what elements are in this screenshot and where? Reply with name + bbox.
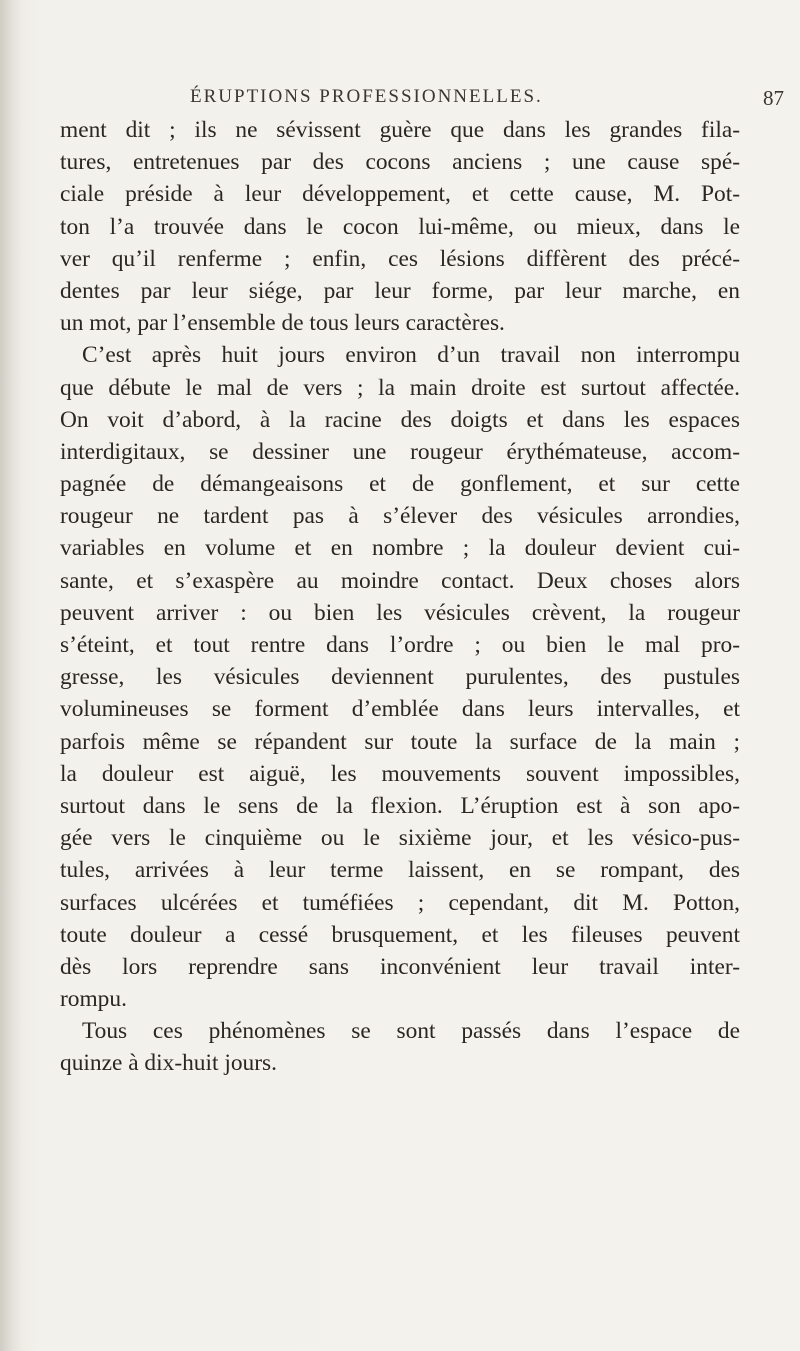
text-line: C’est après huit jours environ d’un travail non interrompu [82, 342, 740, 369]
text-line: la douleur est aiguë, les mouvements souvent impossibles, [60, 760, 740, 787]
text-line: tures, entretenues par des cocons anciens ; une cause spé- [60, 149, 740, 176]
paragraph-3 [60, 1015, 740, 1079]
text-line: ton l’a trouvée dans le cocon lui-même, ou mieux, dans le [60, 213, 740, 240]
text-line: variables en volume et en nombre ; la douleur devient cui- [60, 535, 740, 562]
text-line: ver qu’il renferme ; enfin, ces lésions diffèrent des précé- [60, 245, 740, 272]
text-line: que débute le mal de vers ; la main droite est surtout affectée. [60, 374, 740, 401]
running-header-title: ÉRUPTIONS PROFESSIONNELLES. [190, 86, 543, 107]
text-line: dentes par leur siége, par leur forme, par leur marche, en [60, 277, 740, 304]
text-line: toute douleur a cessé brusquement, et les fileuses peuvent [60, 921, 740, 948]
page-gutter-shadow [0, 0, 22, 1351]
text-line: surtout dans le sens de la flexion. L’éruption est à son apo- [60, 792, 740, 819]
text-line: parfois même se répandent sur toute la surface de la main ; [60, 728, 740, 755]
text-line: un mot, par l’ensemble de tous leurs caractères. [60, 310, 505, 337]
text-line: pagnée de démangeaisons et de gonflement, et sur cette [60, 471, 740, 498]
text-line: tules, arrivées à leur terme laissent, en se rompant, des [60, 857, 740, 884]
page-number: 87 [763, 86, 784, 110]
text-line: peuvent arriver : ou bien les vésicules crèvent, la rougeur [60, 599, 740, 626]
text-line: ciale préside à leur développement, et cette cause, M. Pot- [60, 181, 740, 208]
text-line: gresse, les vésicules deviennent purulentes, des pustules [60, 664, 740, 691]
text-line: interdigitaux, se dessiner une rougeur érythémateuse, accom- [60, 438, 740, 465]
text-line: rompu. [60, 986, 127, 1013]
text-line: gée vers le cinquième ou le sixième jour, et les vésico-pus- [60, 825, 740, 852]
paragraph-2 [60, 339, 740, 1015]
text-line: surfaces ulcérées et tuméfiées ; cependant, dit M. Potton, [60, 889, 740, 916]
running-header [190, 86, 790, 114]
text-line: Tous ces phénomènes se sont passés dans l’espace de [82, 1018, 740, 1045]
text-line: ment dit ; ils ne sévissent guère que dans les grandes fila- [60, 117, 740, 143]
text-line: dès lors reprendre sans inconvénient leur travail inter- [60, 953, 740, 980]
text-line: volumineuses se forment d’emblée dans leurs intervalles, et [60, 696, 740, 723]
body-text [60, 114, 740, 1080]
text-line: sante, et s’exaspère au moindre contact. Deux choses alors [60, 567, 740, 594]
text-line: rougeur ne tardent pas à s’élever des vésicules arrondies, [60, 503, 740, 530]
text-line: On voit d’abord, à la racine des doigts et dans les espaces [60, 406, 740, 433]
paragraph-1 [60, 114, 740, 339]
text-line: quinze à dix-huit jours. [60, 1050, 277, 1077]
text-line: s’éteint, et tout rentre dans l’ordre ; ou bien le mal pro- [60, 632, 740, 658]
